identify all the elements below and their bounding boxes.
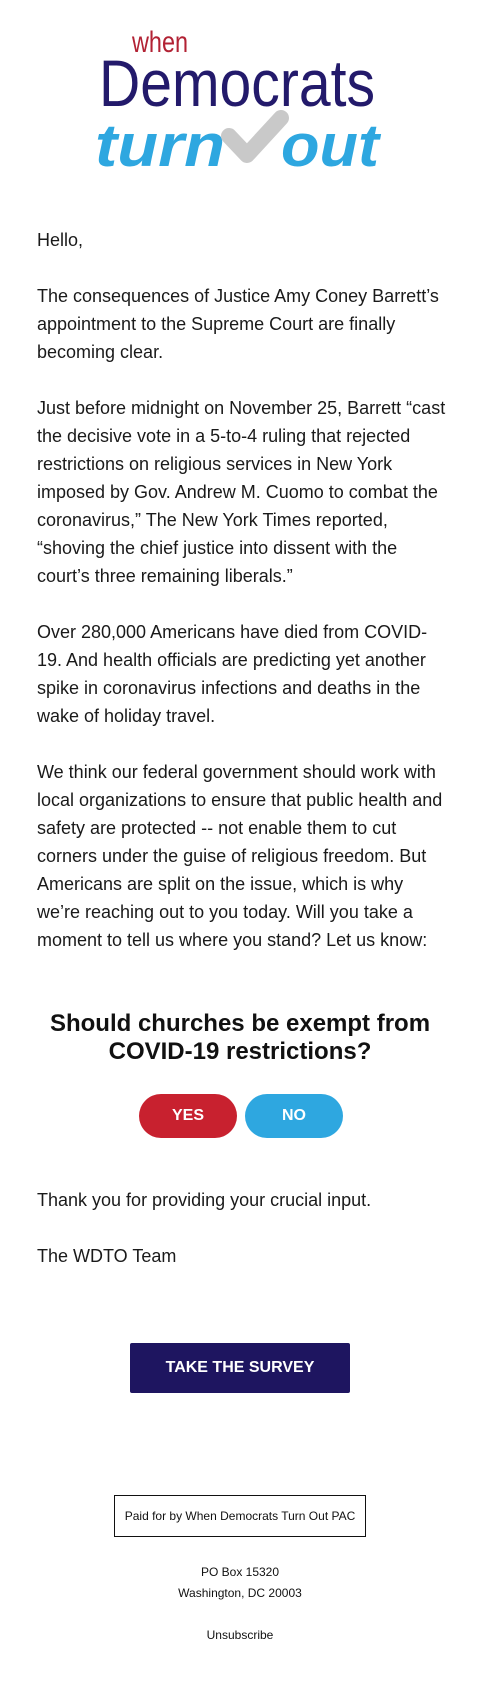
logo-democrats: Democrats [99, 46, 375, 120]
email-body [37, 226, 447, 982]
body-paragraph: We think our federal government should work with local organizations to ensure that public health and safety are protected -- not enable them to cut corners under the guise of religious freedom. But Americans are split on the issue, which is why we’re reaching out to you today. Will you take a moment to tell us where you stand? Let us know: [37, 762, 443, 950]
body-paragraph: Over 280,000 Americans have died from COVID-19. And health officials are predicting yet another spike in coronavirus infections and deaths in the wake of holiday travel. [37, 622, 428, 726]
brand-logo [95, 24, 385, 174]
body-paragraph: Just before midnight on November 25, Barrett “cast the decisive vote in a 5-to-4 ruling that rejected restrictions on religious services in New York imposed by Gov. Andrew M. Cuomo to combat the coronavirus,” The New York Times reported, “shoving the chief justice into dissent with the court’s three remaining liberals.” [37, 398, 446, 586]
signature: The WDTO Team [37, 1246, 177, 1266]
poll-question: Should churches be exempt from COVID-19 restrictions? [49, 1010, 431, 1065]
take-survey-button[interactable]: TAKE THE SURVEY [130, 1343, 350, 1393]
logo-turn: turn [95, 112, 225, 174]
logo-out: out [281, 112, 383, 174]
address-line-1: PO Box 15320 [200, 1565, 280, 1579]
logo-graphic [95, 24, 385, 174]
address-line-2: Washington, DC 20003 [178, 1586, 302, 1600]
no-button[interactable]: NO [245, 1094, 343, 1138]
yes-button[interactable]: YES [139, 1094, 237, 1138]
unsubscribe-link[interactable]: Unsubscribe [206, 1628, 274, 1642]
body-paragraph: The consequences of Justice Amy Coney Barrett’s appointment to the Supreme Court are finally becoming clear. [37, 286, 439, 362]
logo-when: when [131, 26, 188, 59]
greeting: Hello, [37, 230, 84, 250]
paid-for-disclaimer: Paid for by When Democrats Turn Out PAC [114, 1495, 366, 1537]
checkmark-icon [229, 118, 281, 155]
thanks-text: Thank you for providing your crucial input. [37, 1190, 372, 1210]
